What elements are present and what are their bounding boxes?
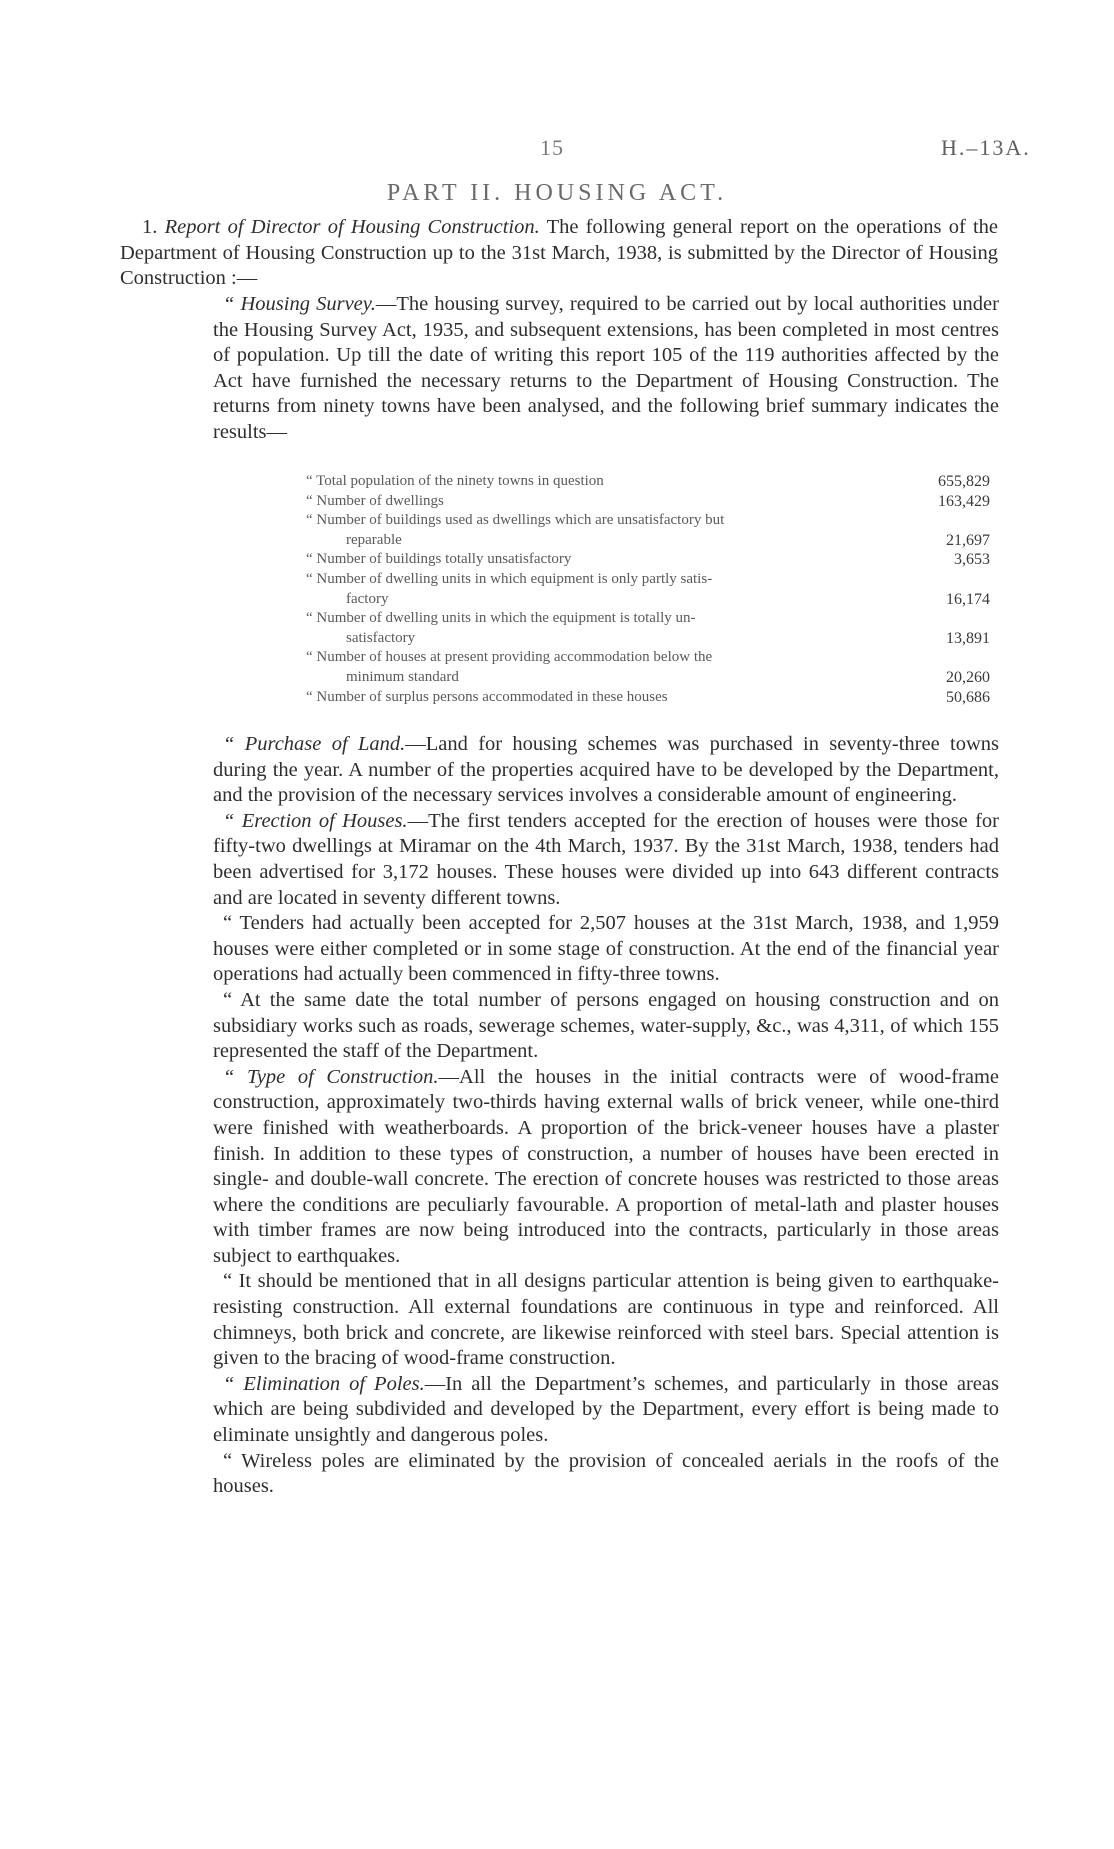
summary-value: 16,174 — [946, 590, 990, 608]
housing-survey-section — [213, 292, 999, 445]
paragraph-persons-engaged — [213, 988, 999, 1065]
paragraph-text: —Land for housing schemes was purchased in seventy-three towns during the year. A number of the properties acquired have to be developed by the Department, and the provision of the necessary services involves a considerable amount of engineering. — [213, 733, 1000, 807]
summary-row — [300, 688, 990, 708]
paragraph-heading: “ Elimination of Poles. — [223, 1372, 425, 1395]
section-number: 1. — [142, 216, 158, 238]
summary-label-line: minimum standard — [346, 668, 459, 685]
summary-label-line: “ Number of dwelling units in which the equipment is totally un- — [306, 610, 696, 627]
paragraph-text: “ It should be mentioned that in all designs particular attention is being given to earthquake-resisting construction. All external foundations are continuous in type and reinforced. All chimneys, both brick and concrete, are likewise reinforced with steel bars. Special attention is given to the bracing of wood-frame construction. — [213, 1270, 999, 1370]
paragraph-text: “ Wireless poles are eliminated by the provision of concealed aerials in the roofs of the houses. — [213, 1449, 999, 1498]
page-number: 15 — [540, 135, 564, 160]
paragraph-text: “ Tenders had actually been accepted for 2,507 houses at the 31st March, 1938, and 1,959 houses were either completed or in some stage of construction. At the end of the financial year operations had actually been commenced in fifty-three towns. — [213, 912, 999, 986]
paragraph-heading: “ Purchase of Land. — [223, 733, 406, 755]
summary-label-line: “ Number of houses at present providing accommodation below the — [306, 649, 713, 666]
summary-label — [300, 648, 910, 687]
summary-value: 20,260 — [946, 668, 990, 686]
summary-label-line: reparable — [346, 531, 402, 548]
survey-summary-table — [300, 472, 990, 707]
summary-label: “ Number of buildings totally unsatisfactory — [306, 551, 572, 568]
summary-label: “ Number of surplus persons accommodated in these houses — [306, 688, 668, 705]
housing-survey-text: —The housing survey, required to be carried out by local authorities under the Housing Survey Act, 1935, and subsequent extensions, has been completed in most centres of population. Up till the date of writing this report 105 of the 119 authorities affected by the Act have furnished the necessary returns to the Department of Housing Construction. The returns from ninety towns have been analysed, and the following brief summary indicates the results— — [213, 293, 999, 443]
summary-value: 3,653 — [954, 551, 990, 569]
paragraph-text: —The first tenders accepted for the erection of houses were those for fifty-two dwellings at Miramar on the 4th March, 1937. By the 31st March, 1938, tenders had been advertised for 3,172 houses. These houses were divided up into 643 different contracts and are located in seventy different towns. — [213, 809, 999, 909]
section-heading: Report of Director of Housing Construction. — [164, 216, 540, 238]
part-title: PART II. HOUSING ACT. — [386, 180, 728, 206]
summary-row — [300, 609, 990, 648]
summary-row — [300, 648, 990, 687]
paragraph-type-of-construction — [213, 1065, 999, 1270]
summary-row — [300, 570, 990, 609]
summary-row — [300, 550, 990, 570]
paragraph-elimination-of-poles — [213, 1372, 999, 1449]
summary-row — [300, 511, 990, 550]
summary-label — [300, 511, 910, 550]
summary-label — [300, 570, 910, 609]
report-body — [213, 732, 999, 1500]
summary-value: 163,429 — [938, 492, 990, 510]
paragraph-text: “ At the same date the total number of persons engaged on housing construction and on subsidiary works such as roads, sewerage schemes, water-supply, &c., was 4,311, of which 155 represented the staff of the Department. — [213, 988, 999, 1063]
paragraph-erection-of-houses — [213, 809, 999, 911]
summary-label-line: “ Number of buildings used as dwellings which are unsatisfactory but — [306, 512, 725, 529]
paragraph-wireless-poles — [213, 1449, 999, 1500]
summary-label-line: factory — [346, 590, 389, 607]
summary-value: 655,829 — [938, 473, 990, 490]
document-code: H.–13A. — [941, 135, 1031, 160]
paragraph-text: —All the houses in the initial contracts were of wood-frame construction, approximately two-thirds having external walls of brick veneer, while one-third were finished with weatherboards. A proportion of the brick-veneer houses have a plaster finish. In addition to these types of construction, a number of houses have been erected in single- and double-wall concrete. The erection of concrete houses was restricted to those areas where the conditions are peculiarly favourable. A proportion of metal-lath and plaster houses with timber frames are now being introduced into the contracts, particularly in those areas subject to earthquakes. — [213, 1065, 999, 1267]
summary-row — [300, 492, 990, 512]
housing-survey-heading: “ Housing Survey. — [223, 293, 376, 315]
summary-label — [300, 609, 910, 648]
paragraph-tenders — [213, 911, 999, 988]
section-intro-text: The following general report on the operations of the Department of Housing Construction up to the 31st March, 1938, is submitted by the Director of Housing Construction :— — [120, 216, 999, 289]
paragraph-heading: “ Erection of Houses. — [223, 809, 408, 832]
summary-value: 13,891 — [946, 629, 990, 647]
paragraph-earthquake — [213, 1269, 999, 1371]
summary-label: “ Number of dwellings — [306, 492, 444, 509]
section-intro-paragraph — [120, 215, 998, 292]
paragraph-purchase-of-land — [213, 732, 999, 809]
paragraph-text: —In all the Department’s schemes, and particularly in those areas which are being subdivided and developed by the Department, every effort is being made to eliminate unsightly and dangerous poles. — [213, 1372, 999, 1447]
summary-value: 50,686 — [946, 688, 990, 706]
summary-value: 21,697 — [946, 531, 990, 549]
paragraph-heading: “ Type of Construction. — [223, 1065, 439, 1088]
summary-label: “ Total population of the ninety towns in question — [306, 473, 604, 489]
summary-row — [300, 472, 990, 492]
housing-survey-paragraph — [213, 292, 999, 445]
section-intro — [120, 215, 998, 292]
summary-label-line: “ Number of dwelling units in which equipment is only partly satis- — [306, 570, 713, 587]
summary-label-line: satisfactory — [346, 629, 416, 646]
